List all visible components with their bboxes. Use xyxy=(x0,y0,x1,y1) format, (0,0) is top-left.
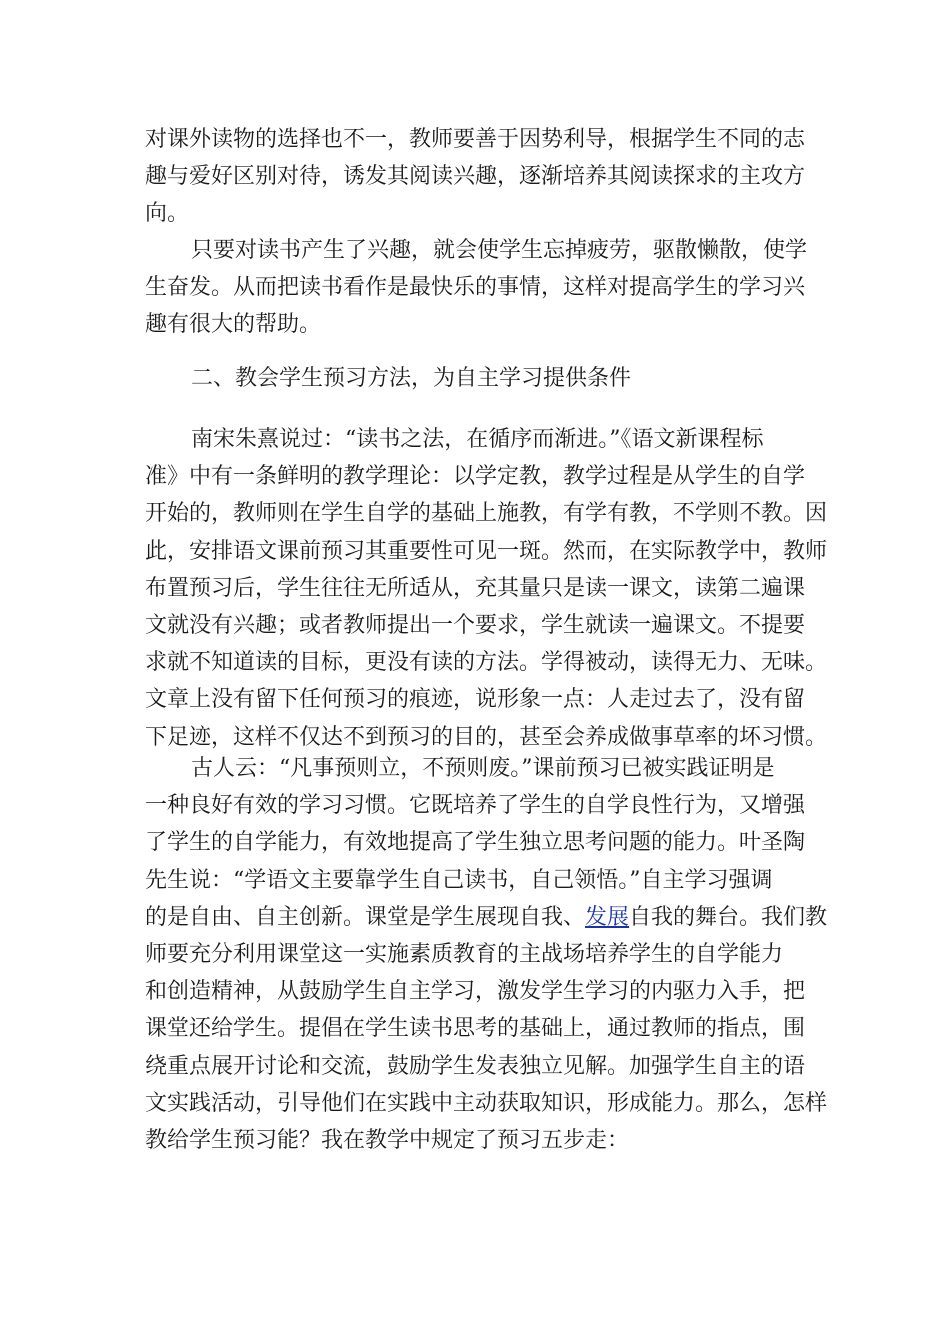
text-line: 生奋发。从而把读书看作是最快乐的事情，这样对提高学生的学习兴 xyxy=(145,275,806,301)
text-line: 对课外读物的选择也不一，教师要善于因势利导，根据学生不同的志 xyxy=(145,127,806,152)
text-line: 求就不知道读的目标，更没有读的方法。学得被动，读得无力、无味。 xyxy=(145,650,828,676)
text-line: 下足迹，这样不仅达不到预习的目的，甚至会养成做事草率的坏习惯。 xyxy=(145,724,828,750)
text-line: 向。 xyxy=(145,201,190,227)
text-line: 先生说：“学语文主要靠学生自己读书，自己领悟。”自主学习强调 xyxy=(145,867,773,893)
text-line: 准》中有一条鲜明的教学理论：以学定教，教学过程是从学生的自学 xyxy=(145,464,806,490)
text-line: 开始的，教师则在学生自学的基础上施教，有学有教，不学则不教。因 xyxy=(145,501,828,527)
paragraph-preview-importance xyxy=(145,421,828,756)
text-line: 只要对读书产生了兴趣，就会使学生忘掉疲劳，驱散懒散，使学 xyxy=(191,238,808,263)
text-line: 绕重点展开讨论和交流，鼓励学生发表独立见解。加强学生自主的语 xyxy=(145,1053,806,1079)
paragraph-preview-habit xyxy=(145,750,828,1159)
text-line: 一种良好有效的学习习惯。它既培养了学生的自学良性行为，又增强 xyxy=(145,793,806,819)
section-heading xyxy=(145,360,813,397)
development-link[interactable]: 发展 xyxy=(585,904,630,930)
text-line: 古人云：“凡事预则立，不预则废。”课前预习已被实践证明是 xyxy=(191,756,775,781)
text-line: 文实践活动，引导他们在实践中主动获取知识，形成能力。那么，怎样 xyxy=(145,1090,828,1116)
text-line: 师要充分利用课堂这一实施素质教育的主战场培养学生的自学能力 xyxy=(145,942,784,968)
section-heading-text: 二、教会学生预习方法，为自主学习提供条件 xyxy=(191,366,632,391)
text-line: 趣与爱好区别对待，诱发其阅读兴趣，逐渐培养其阅读探求的主攻方 xyxy=(145,164,806,190)
text-line: 布置预习后，学生往往无所适从，充其量只是读一课文，读第二遍课 xyxy=(145,575,806,601)
text-line: 课堂还给学生。提倡在学生读书思考的基础上，通过教师的指点，围 xyxy=(145,1016,806,1042)
text-line: 了学生的自学能力，有效地提高了学生独立思考问题的能力。叶圣陶 xyxy=(145,830,806,856)
text-line: 教给学生预习能？我在教学中规定了预习五步走： xyxy=(145,1128,630,1154)
paragraph-interest-benefit xyxy=(145,232,813,344)
text-line: 南宋朱熹说过：“读书之法，在循序而渐进。”《语文新课程标 xyxy=(191,427,764,452)
text-line: 此，安排语文课前预习其重要性可见一斑。然而，在实际教学中，教师 xyxy=(145,538,828,564)
text-line: 和创造精神，从鼓励学生自主学习，激发学生学习的内驱力入手，把 xyxy=(145,979,806,1005)
text-line: 趣有很大的帮助。 xyxy=(145,312,322,338)
text-line: 文就没有兴趣；或者教师提出一个要求，学生就读一遍课文。不提要 xyxy=(145,613,806,639)
paragraph-reading-interest xyxy=(145,121,813,233)
text-line: 文章上没有留下任何预习的痕迹，说形象一点：人走过去了，没有留 xyxy=(145,687,806,713)
text-line-with-link xyxy=(145,899,828,936)
text-segment: 自我的舞台。我们教 xyxy=(629,904,828,930)
text-segment: 的是自由、自主创新。课堂是学生展现自我、 xyxy=(145,904,586,930)
